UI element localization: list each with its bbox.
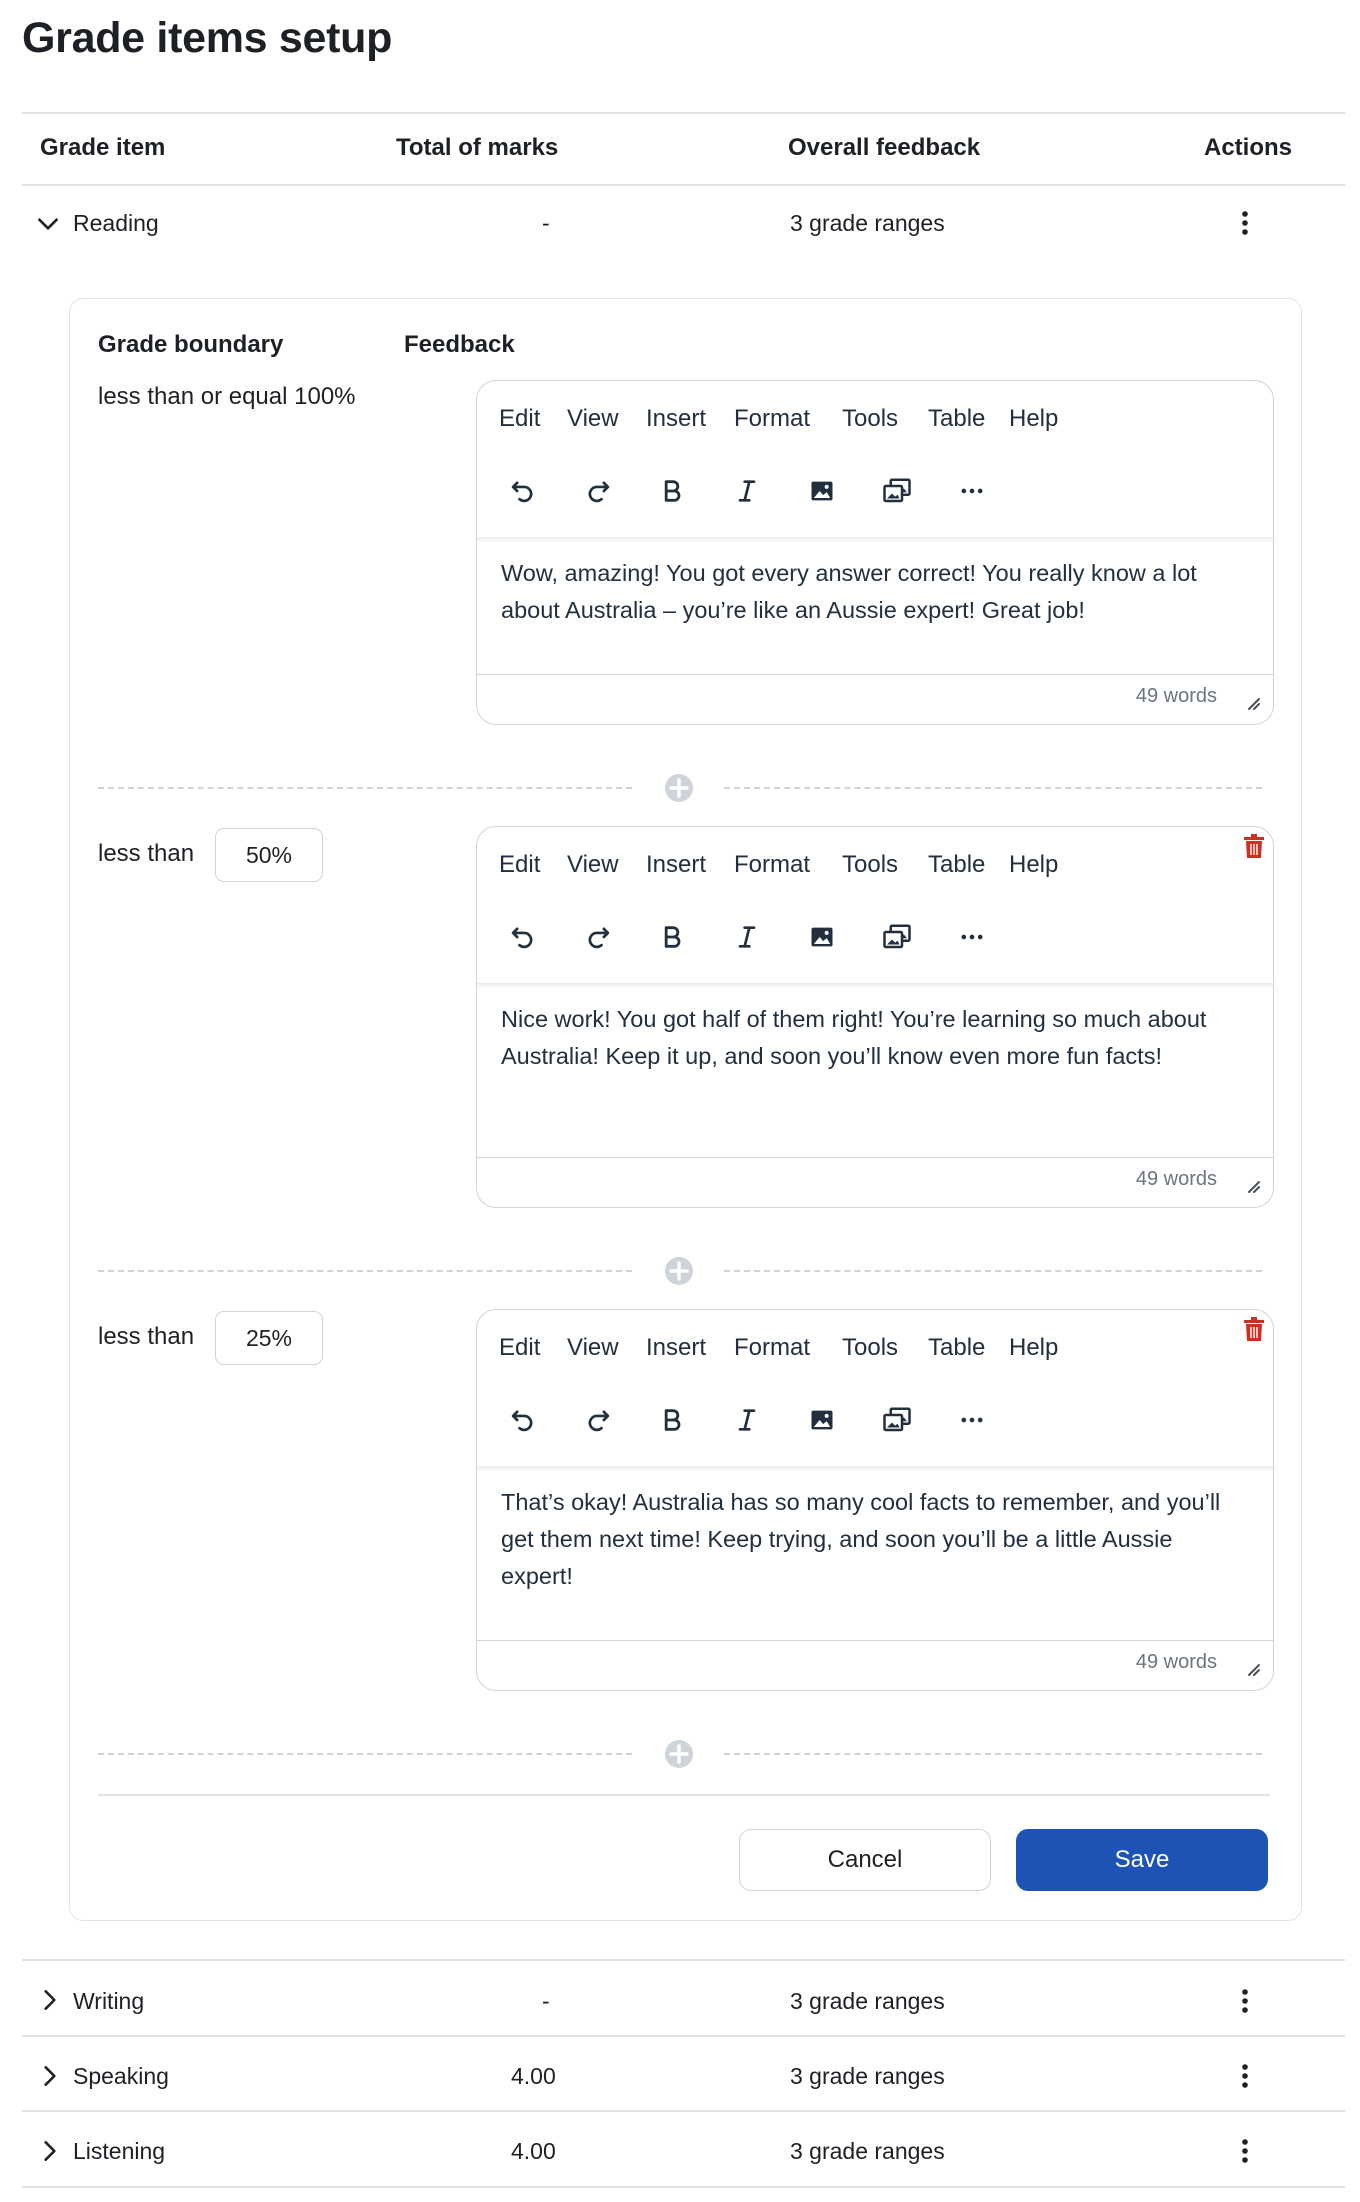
- boundary-percent-input[interactable]: 50%: [215, 828, 323, 882]
- editor-content[interactable]: Wow, amazing! You got every answer correct! You really know a lot about Australia – you’re like an Aussie expert! Great job!: [501, 560, 1197, 623]
- toolbar-divider: [477, 537, 1273, 543]
- image-icon[interactable]: [802, 471, 842, 511]
- row-name-writing[interactable]: Writing: [73, 1988, 145, 2014]
- feedback-editor[interactable]: [476, 826, 1274, 1208]
- menu-help[interactable]: Help: [1009, 1334, 1059, 1361]
- media-gallery-icon[interactable]: [877, 1400, 917, 1440]
- resize-handle-icon[interactable]: [1243, 1659, 1261, 1677]
- kebab-menu-icon[interactable]: [1230, 1984, 1260, 2018]
- kebab-menu-icon[interactable]: [1230, 2059, 1260, 2093]
- more-icon[interactable]: [952, 1400, 992, 1440]
- undo-icon[interactable]: [503, 471, 543, 511]
- image-icon[interactable]: [802, 1400, 842, 1440]
- chevron-right-icon[interactable]: [35, 2061, 65, 2091]
- menu-edit[interactable]: Edit: [499, 1334, 541, 1361]
- redo-icon[interactable]: [578, 1400, 618, 1440]
- word-count: 49 words: [1135, 1651, 1217, 1673]
- menu-insert[interactable]: Insert: [646, 851, 707, 878]
- divider: [22, 2186, 1345, 2188]
- cancel-button[interactable]: Cancel: [739, 1829, 991, 1891]
- divider: [22, 2035, 1345, 2037]
- menu-edit[interactable]: Edit: [499, 851, 541, 878]
- dashed-divider: [98, 1270, 632, 1272]
- divider: [22, 1959, 1345, 1961]
- feedback-editor[interactable]: [476, 1309, 1274, 1691]
- header-overall-feedback: Overall feedback: [788, 134, 981, 161]
- kebab-menu-icon[interactable]: [1230, 206, 1260, 240]
- toolbar-divider: [477, 983, 1273, 989]
- menu-insert[interactable]: Insert: [646, 1334, 707, 1361]
- resize-handle-icon[interactable]: [1243, 1176, 1261, 1194]
- menu-format[interactable]: Format: [734, 851, 811, 878]
- chevron-right-icon[interactable]: [35, 1985, 65, 2015]
- menu-table[interactable]: Table: [928, 851, 986, 878]
- add-boundary-icon[interactable]: [663, 1738, 695, 1770]
- italic-icon[interactable]: [727, 1400, 767, 1440]
- menu-table[interactable]: Table: [928, 1334, 986, 1361]
- menu-help[interactable]: Help: [1009, 851, 1059, 878]
- editor-statusbar: [477, 674, 1273, 724]
- divider: [22, 184, 1345, 186]
- row-total: 4.00: [511, 2063, 556, 2089]
- word-count: 49 words: [1135, 685, 1217, 707]
- editor-content[interactable]: That’s okay! Australia has so many cool facts to remember, and you’ll get them next time! Keep trying, and soon you’ll be a little Aussie expert!: [501, 1489, 1221, 1589]
- menu-view[interactable]: View: [567, 1334, 619, 1361]
- boundary-label: less than: [98, 840, 195, 867]
- row-feedback: 3 grade ranges: [790, 1988, 945, 2014]
- italic-icon[interactable]: [727, 917, 767, 957]
- chevron-down-icon[interactable]: [33, 209, 63, 239]
- row-name-listening[interactable]: Listening: [73, 2138, 166, 2164]
- resize-handle-icon[interactable]: [1243, 693, 1261, 711]
- dashed-divider: [724, 1753, 1262, 1755]
- media-gallery-icon[interactable]: [877, 471, 917, 511]
- more-icon[interactable]: [952, 917, 992, 957]
- redo-icon[interactable]: [578, 917, 618, 957]
- dashed-divider: [724, 787, 1262, 789]
- header-grade-item: Grade item: [40, 134, 166, 161]
- row-total: -: [542, 1988, 550, 2014]
- dashed-divider: [98, 787, 632, 789]
- page-title: Grade items setup: [22, 14, 393, 62]
- row-feedback: 3 grade ranges: [790, 2063, 945, 2089]
- header-total-marks: Total of marks: [396, 134, 559, 161]
- feedback-editor[interactable]: [476, 380, 1274, 725]
- chevron-right-icon[interactable]: [35, 2136, 65, 2166]
- menu-view[interactable]: View: [567, 405, 619, 432]
- menu-format[interactable]: Format: [734, 1334, 811, 1361]
- undo-icon[interactable]: [503, 1400, 543, 1440]
- editor-statusbar: [477, 1157, 1273, 1207]
- delete-boundary-icon[interactable]: [1240, 831, 1268, 861]
- delete-boundary-icon[interactable]: [1240, 1314, 1268, 1344]
- header-actions: Actions: [1204, 134, 1293, 161]
- row-name-reading[interactable]: Reading: [73, 210, 159, 236]
- grade-ranges-panel: [69, 298, 1302, 1921]
- menu-tools[interactable]: Tools: [842, 851, 899, 878]
- image-icon[interactable]: [802, 917, 842, 957]
- footer-divider: [98, 1794, 1270, 1796]
- boundary-percent-input[interactable]: 25%: [215, 1311, 323, 1365]
- row-feedback: 3 grade ranges: [790, 2138, 945, 2164]
- menu-view[interactable]: View: [567, 851, 619, 878]
- dashed-divider: [724, 1270, 1262, 1272]
- add-boundary-icon[interactable]: [663, 772, 695, 804]
- save-button[interactable]: Save: [1016, 1829, 1268, 1891]
- divider: [22, 112, 1345, 114]
- editor-menubar: [477, 1310, 1273, 1390]
- undo-icon[interactable]: [503, 917, 543, 957]
- editor-menubar: [477, 381, 1273, 461]
- word-count: 49 words: [1135, 1168, 1217, 1190]
- menu-table[interactable]: Table: [928, 405, 986, 432]
- redo-icon[interactable]: [578, 471, 618, 511]
- row-total: -: [542, 210, 550, 236]
- editor-menubar: [477, 827, 1273, 907]
- menu-format[interactable]: Format: [734, 405, 811, 432]
- editor-statusbar: [477, 1640, 1273, 1690]
- toolbar-divider: [477, 1466, 1273, 1472]
- bold-icon[interactable]: [652, 917, 692, 957]
- add-boundary-icon[interactable]: [663, 1255, 695, 1287]
- editor-content[interactable]: Nice work! You got half of them right! You’re learning so much about Australia! Keep it up, and soon you’ll know even more fun facts!: [501, 1006, 1207, 1069]
- menu-insert[interactable]: Insert: [646, 405, 707, 432]
- menu-tools[interactable]: Tools: [842, 405, 899, 432]
- row-total: 4.00: [511, 2138, 556, 2164]
- italic-icon[interactable]: [727, 471, 767, 511]
- row-feedback: 3 grade ranges: [790, 210, 945, 236]
- more-icon[interactable]: [952, 471, 992, 511]
- bold-icon[interactable]: [652, 1400, 692, 1440]
- menu-help[interactable]: Help: [1009, 405, 1059, 432]
- divider: [22, 2110, 1345, 2112]
- bold-icon[interactable]: [652, 471, 692, 511]
- row-name-speaking[interactable]: Speaking: [73, 2063, 169, 2089]
- dashed-divider: [98, 1753, 632, 1755]
- grade-boundary-header: Grade boundary: [98, 331, 284, 358]
- boundary-label: less than or equal 100%: [98, 383, 356, 410]
- feedback-header: Feedback: [404, 331, 515, 358]
- menu-tools[interactable]: Tools: [842, 1334, 899, 1361]
- media-gallery-icon[interactable]: [877, 917, 917, 957]
- menu-edit[interactable]: Edit: [499, 405, 541, 432]
- kebab-menu-icon[interactable]: [1230, 2134, 1260, 2168]
- boundary-label: less than: [98, 1323, 195, 1350]
